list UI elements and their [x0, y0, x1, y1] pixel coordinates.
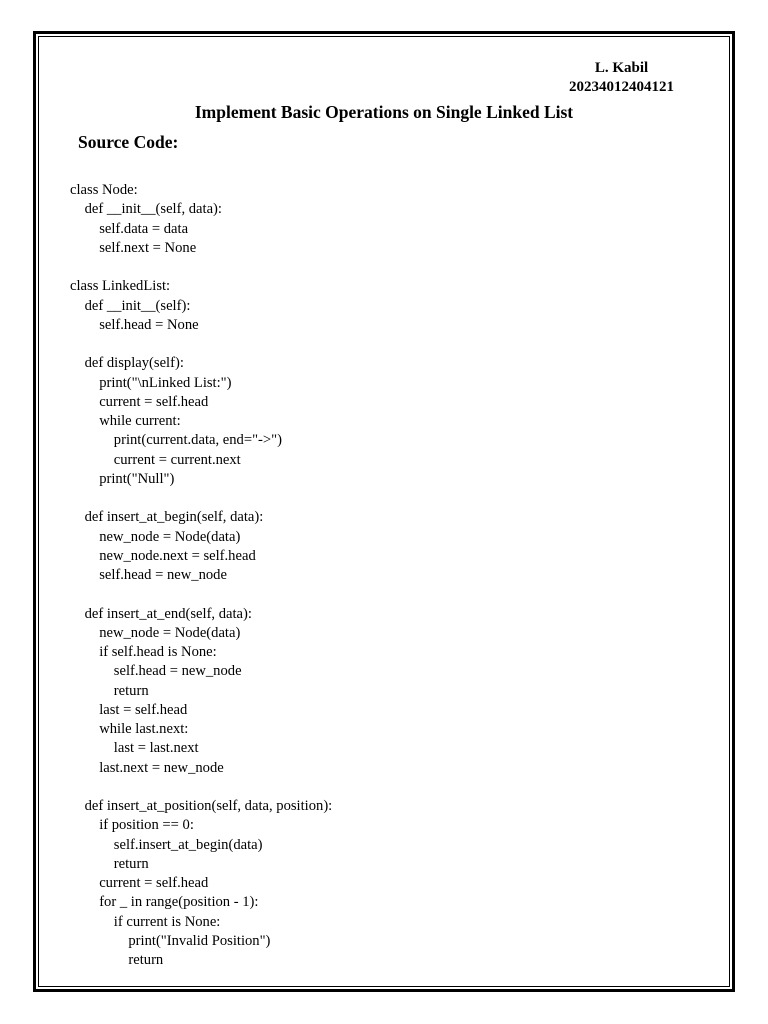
code-line: def display(self):	[70, 355, 184, 372]
code-line: if self.head is None:	[70, 644, 217, 660]
code-line: def insert_at_end(self, data):	[70, 605, 252, 622]
code-line: new_node = Node(data)	[70, 624, 241, 641]
code-line	[70, 335, 332, 354]
code-line: self.next = None	[70, 239, 197, 256]
code-line	[70, 258, 332, 277]
code-line: self.head = new_node	[70, 567, 227, 583]
author-name: L. Kabil	[594, 60, 649, 76]
code-line: print("\nLinked List:")	[70, 374, 232, 391]
code-line: def insert_at_position(self, data, position):	[70, 798, 333, 814]
code-line: self.head = None	[70, 316, 199, 333]
code-line: current = current.next	[70, 451, 241, 468]
code-line: self.insert_at_begin(data)	[70, 836, 263, 853]
code-line: return	[70, 682, 149, 699]
code-line: last.next = new_node	[70, 759, 224, 776]
author-block	[569, 59, 674, 97]
code-line: return	[70, 952, 164, 968]
code-line: self.data = data	[70, 220, 189, 237]
code-line: while current:	[70, 413, 181, 429]
code-line: def insert_at_begin(self, data):	[70, 509, 264, 526]
code-line: new_node = Node(data)	[70, 528, 241, 545]
code-line: return	[70, 855, 149, 872]
code-line: class LinkedList:	[70, 278, 171, 295]
code-line: last = last.next	[70, 740, 199, 757]
code-line	[70, 489, 332, 508]
code-line: def __init__(self, data):	[70, 201, 222, 218]
code-line: print("Null")	[70, 470, 175, 487]
section-heading: Source Code:	[78, 132, 179, 152]
code-line: if position == 0:	[70, 817, 194, 834]
code-line: print("Invalid Position")	[70, 932, 271, 949]
code-line: print(current.data, end="->")	[70, 432, 282, 449]
document-title: Implement Basic Operations on Single Linked List	[194, 102, 574, 122]
code-line: current = self.head	[70, 393, 209, 410]
code-line: def __init__(self):	[70, 297, 191, 314]
code-line: if current is None:	[70, 913, 221, 930]
author-id: 20234012404121	[569, 79, 674, 95]
code-line	[70, 585, 332, 604]
code-line: while last.next:	[70, 721, 189, 737]
code-line: last = self.head	[70, 701, 188, 718]
code-line: for _ in range(position - 1):	[70, 894, 259, 911]
source-code-block	[70, 181, 332, 970]
code-line: class Node:	[70, 182, 138, 198]
code-line: self.head = new_node	[70, 663, 242, 680]
code-line: new_node.next = self.head	[70, 547, 256, 564]
code-line: current = self.head	[70, 875, 209, 891]
code-line	[70, 778, 332, 797]
